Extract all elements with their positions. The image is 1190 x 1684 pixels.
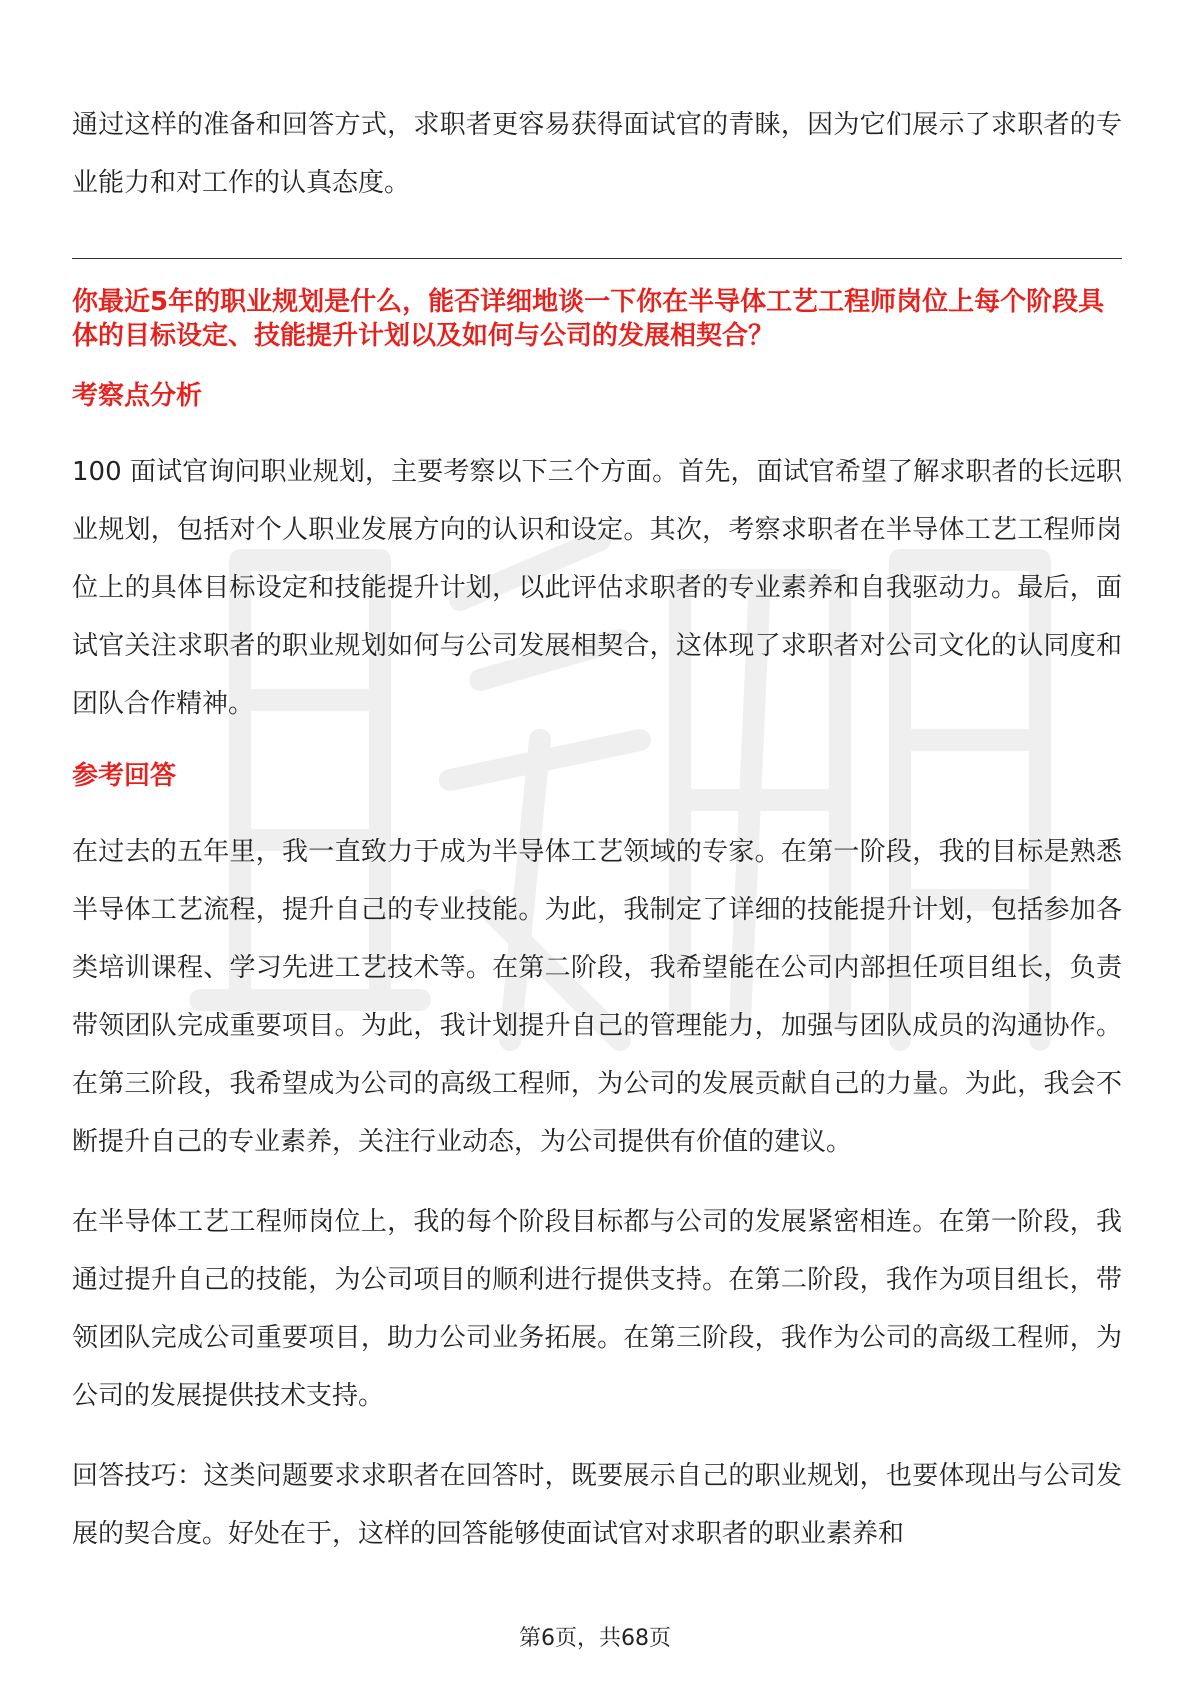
interview-question: 你最近5年的职业规划是什么，能否详细地谈一下你在半导体工艺工程师岗位上每个阶段具体的目标设定、技能提升计划以及如何与公司的发展相契合？ (72, 287, 1105, 351)
answer-heading: 参考回答 (72, 761, 177, 791)
document-content (72, 96, 1122, 1563)
answer-tips-paragraph: 回答技巧：这类问题要求求职者在回答时，既要展示自己的职业规划，也要体现出与公司发展的契合度。好处在于，这样的回答能够使面试官对求职者的职业素养和 (72, 1461, 1122, 1549)
answer-paragraph-1: 在过去的五年里，我一直致力于成为半导体工艺领域的专家。在第一阶段，我的目标是熟悉半导体工艺流程，提升自己的专业技能。为此，我制定了详细的技能提升计划，包括参加各类培训课程、学习先进工艺技术等。在第二阶段，我希望能在公司内部担任项目组长，负责带领团队完成重要项目。为此，我计划提升自己的管理能力，加强与团队成员的沟通协作。在第三阶段，我希望成为公司的高级工程师，为公司的发展贡献自己的力量。为此，我会不断提升自己的专业素养，关注行业动态，为公司提供有价值的建议。 (72, 837, 1122, 1157)
intro-paragraph: 通过这样的准备和回答方式，求职者更容易获得面试官的青睐，因为它们展示了求职者的专业能力和对工作的认真态度。 (72, 110, 1122, 198)
page-number-footer: 第6页，共68页 (519, 1626, 671, 1651)
section-divider (72, 258, 1122, 259)
analysis-heading: 考察点分析 (72, 381, 203, 411)
analysis-paragraph: 100 面试官询问职业规划，主要考察以下三个方面。首先，面试官希望了解求职者的长远职业规划，包括对个人职业发展方向的认识和设定。其次，考察求职者在半导体工艺工程师岗位上的具体目标设定和技能提升计划，以此评估求职者的专业素养和自我驱动力。最后，面试官关注求职者的职业规划如何与公司发展相契合，这体现了求职者对公司文化的认同度和团队合作精神。 (72, 457, 1122, 719)
answer-paragraph-2: 在半导体工艺工程师岗位上，我的每个阶段目标都与公司的发展紧密相连。在第一阶段，我通过提升自己的技能，为公司项目的顺利进行提供支持。在第二阶段，我作为项目组长，带领团队完成公司重要项目，助力公司业务拓展。在第三阶段，我作为公司的高级工程师，为公司的发展提供技术支持。 (72, 1207, 1122, 1411)
